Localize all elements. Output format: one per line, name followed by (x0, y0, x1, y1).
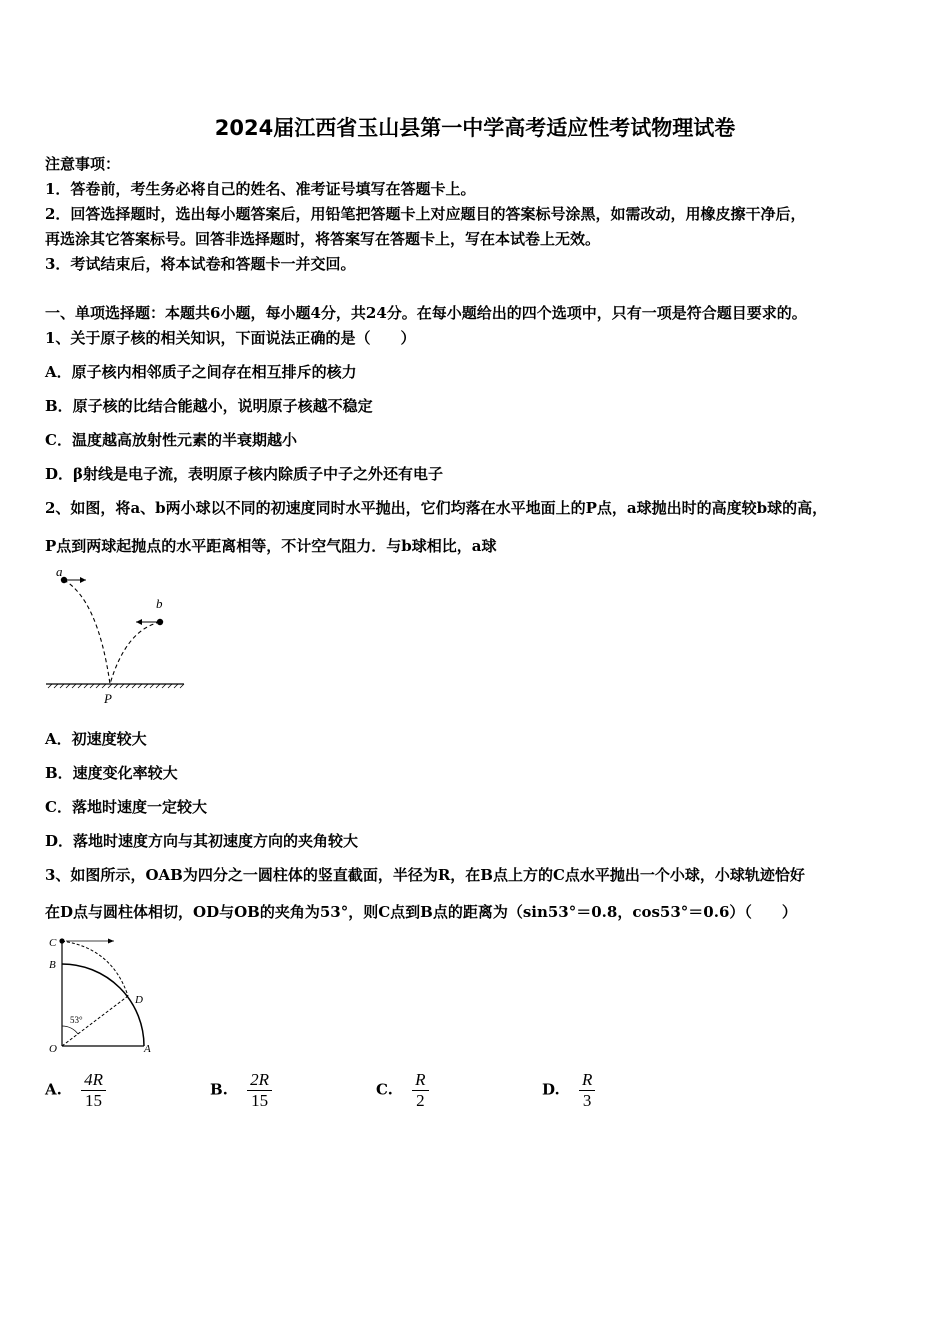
question-1-option-c: C．温度越高放射性元素的半衰期越小 (45, 431, 297, 449)
question-2-option-b: B．速度变化率较大 (45, 764, 178, 782)
question-3-option-b (210, 1070, 272, 1111)
label-a: a (56, 564, 63, 579)
option-label: D. (542, 1080, 560, 1099)
fraction (412, 1070, 428, 1111)
question-3-stem-line2: 在D点与圆柱体相切，OD与OB的夹角为53°，则C点到B点的距离为（sin53°＝0.8，cos53°＝0.6）（ ） (45, 903, 797, 921)
fraction-numerator: R (412, 1070, 428, 1091)
notice-heading: 注意事项： (45, 155, 121, 173)
label-d: D (135, 994, 143, 1006)
question-2-option-a: A．初速度较大 (45, 730, 147, 748)
question-1-option-b: B．原子核的比结合能越小，说明原子核越不稳定 (45, 397, 373, 415)
notice-item: 3．考试结束后，将本试卷和答题卡一并交回。 (45, 255, 356, 273)
question-1-option-a: A．原子核内相邻质子之间存在相互排斥的核力 (45, 363, 357, 381)
angle-label: 53° (70, 1015, 83, 1025)
option-label: C. (376, 1080, 393, 1099)
fraction-numerator: 4R (81, 1070, 106, 1091)
fraction-denominator: 15 (251, 1091, 269, 1110)
question-1-option-d: D．β射线是电子流，表明原子核内除质子中子之外还有电子 (45, 465, 443, 483)
question-3-stem-line1: 3、如图所示，OAB为四分之一圆柱体的竖直截面，半径为R，在B点上方的C点水平抛出一个小球，小球轨迹恰好 (45, 866, 805, 884)
label-p: P (104, 691, 112, 706)
ball-trajectory (62, 941, 128, 996)
label-b: B (49, 959, 56, 971)
fraction (81, 1070, 106, 1111)
label-b: b (156, 596, 163, 611)
option-label: A. (45, 1080, 62, 1099)
question-3-option-a (45, 1070, 106, 1111)
fraction-numerator: R (579, 1070, 595, 1091)
page-title: 2024届江西省玉山县第一中学高考适应性考试物理试卷 (214, 116, 736, 140)
question-2-option-d: D．落地时速度方向与其初速度方向的夹角较大 (45, 832, 359, 850)
option-label: B. (210, 1080, 228, 1099)
label-a: A (144, 1043, 151, 1055)
question-3-option-c (376, 1070, 429, 1111)
notice-item: 1．答卷前，考生务必将自己的姓名、准考证号填写在答题卡上。 (45, 180, 476, 198)
label-c: C (49, 937, 57, 949)
notice-item: 再选涂其它答案标号。回答非选择题时，将答案写在答题卡上，写在本试卷上无效。 (45, 230, 601, 248)
label-o: O (49, 1043, 57, 1055)
angle-arc (62, 1026, 78, 1034)
section-heading: 一、单项选择题：本题共6小题，每小题4分，共24分。在每小题给出的四个选项中，只有一项是符合题目要求的。 (45, 304, 807, 322)
fraction-numerator: 2R (247, 1070, 272, 1091)
fraction-denominator: 15 (85, 1091, 103, 1110)
question-2-stem-line1: 2、如图，将a、b两小球以不同的初速度同时水平抛出，它们均落在水平地面上的P点，a球抛出时的高度较b球的高， (45, 499, 828, 517)
question-3-option-d (542, 1070, 595, 1111)
projectile-figure (40, 560, 190, 710)
fraction-denominator: 3 (582, 1091, 592, 1110)
notice-item: 2．回答选择题时，选出每小题答案后，用铅笔把答题卡上对应题目的答案标号涂黑，如需改动，用橡皮擦干净后， (45, 205, 806, 223)
fraction (247, 1070, 272, 1111)
trajectory-a (64, 580, 110, 684)
quarter-cylinder-figure (40, 928, 170, 1058)
question-1-stem: 1、关于原子核的相关知识，下面说法正确的是（ ） (45, 329, 416, 347)
fraction (579, 1070, 595, 1111)
fraction-denominator: 2 (416, 1091, 425, 1110)
arc-ab (62, 964, 144, 1046)
question-2-option-c: C．落地时速度一定较大 (45, 798, 207, 816)
trajectory-b (110, 622, 160, 684)
question-2-stem-line2: P点到两球起抛点的水平距离相等，不计空气阻力．与b球相比，a球 (45, 537, 497, 555)
ball-c (59, 938, 64, 943)
